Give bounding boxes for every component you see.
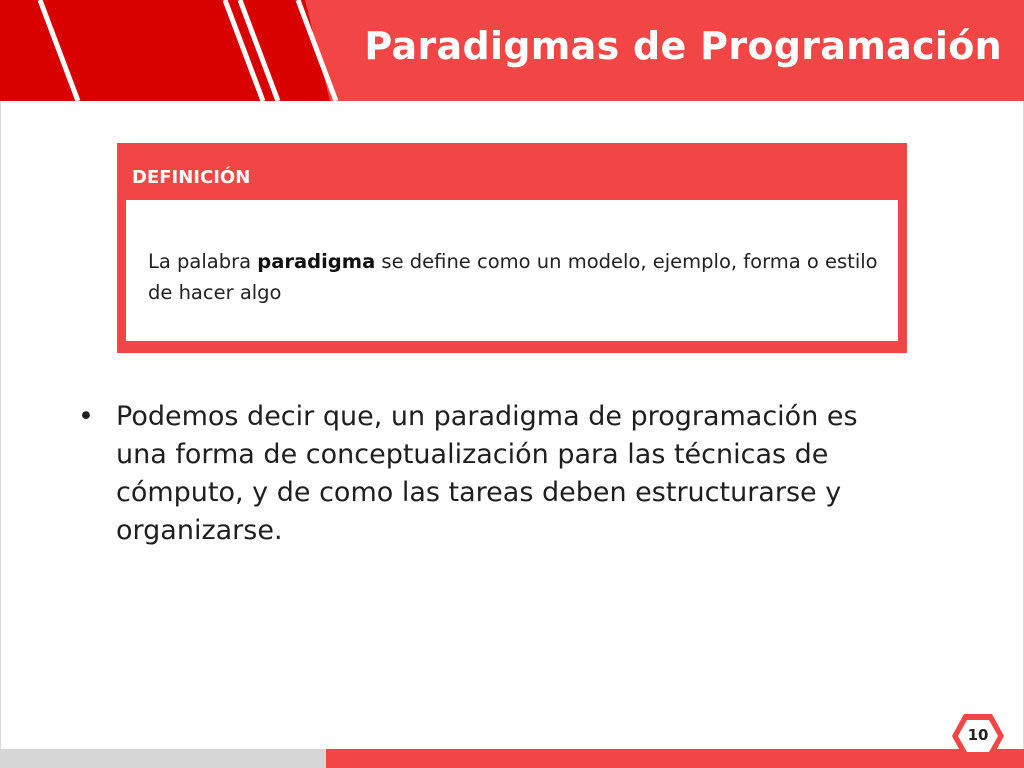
footer-gray-bar [0,749,326,768]
bullet-text: Podemos decir que, un paradigma de programación es una forma de conceptualización para las técnicas de cómputo, y de como las tareas deben estructurarse y organizarse. [116,401,858,546]
definition-text-before: La palabra [148,250,258,273]
definition-box [117,143,907,353]
definition-keyword: paradigma [257,250,376,273]
definition-body [126,200,898,341]
definition-heading: DEFINICIÓN [132,167,251,188]
bullet-marker: • [78,401,94,432]
footer-red-bar [326,749,1024,768]
definition-text [148,246,898,308]
page-number: 10 [967,726,989,744]
page-number-badge [951,712,1005,760]
definition-text-after: se define como un modelo, ejemplo, forma o estilo de hacer algo [148,250,878,304]
title-banner [0,0,1024,101]
slide-title: Paradigmas de Programación [364,24,1002,68]
